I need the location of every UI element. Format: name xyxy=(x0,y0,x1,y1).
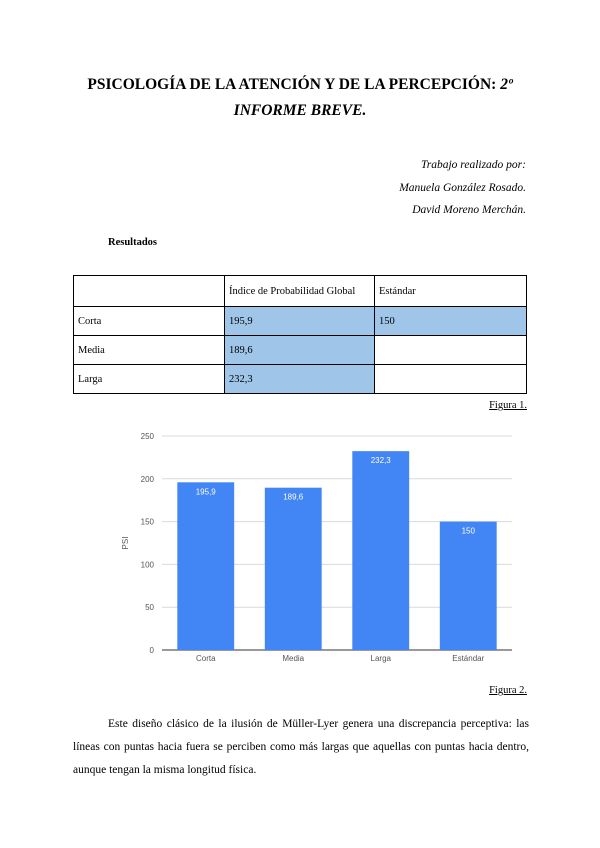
results-table xyxy=(73,275,527,394)
y-tick-label: 200 xyxy=(140,474,154,484)
y-tick-label: 100 xyxy=(140,560,154,570)
table-cell xyxy=(375,365,527,394)
x-tick-label: Estándar xyxy=(452,654,485,663)
bar xyxy=(265,488,322,650)
author-name: David Moreno Merchán. xyxy=(412,204,526,216)
x-tick-label: Corta xyxy=(195,654,216,663)
title-text: PSICOLOGÍA DE LA ATENCIÓN Y DE LA PERCEPCIÓN: xyxy=(87,76,501,93)
figure2-caption: Figura 2. xyxy=(489,685,527,696)
table-header-cell xyxy=(74,276,225,307)
table-cell: Media xyxy=(74,336,225,365)
results-heading: Resultados xyxy=(108,237,158,248)
table-cell: 195,9 xyxy=(225,307,375,336)
table-cell: 189,6 xyxy=(225,336,375,365)
y-tick-label: 50 xyxy=(145,603,154,613)
table-cell: 232,3 xyxy=(225,365,375,394)
body-paragraph xyxy=(73,713,529,782)
table-cell: 150 xyxy=(375,307,527,336)
table-row xyxy=(74,307,527,336)
table-header-cell: Índice de Probabilidad Global xyxy=(225,276,375,307)
bar xyxy=(352,451,409,650)
table-row xyxy=(74,365,527,394)
paragraph-text: Este diseño clásico de la ilusión de Müller-Lyer genera una discrepancia perceptiva: las líneas con puntas hacia fuera se perciben como más largas que aquellas con puntas hacia dentro, aunque tengan la misma longitud física. xyxy=(73,718,529,776)
y-axis-label: PSI xyxy=(121,536,130,550)
data-label: 232,3 xyxy=(370,456,391,466)
table-header-cell: Estándar xyxy=(375,276,527,307)
y-tick-label: 250 xyxy=(140,432,154,441)
data-label: 189,6 xyxy=(283,492,304,502)
table-header-row xyxy=(74,276,527,307)
bar xyxy=(440,522,497,650)
table-cell xyxy=(375,336,527,365)
y-tick-label: 150 xyxy=(140,517,154,527)
data-label: 150 xyxy=(461,526,475,536)
y-tick-label: 0 xyxy=(149,646,154,655)
title-number: 2º xyxy=(500,76,513,93)
data-label: 195,9 xyxy=(195,487,216,497)
bar-chart xyxy=(100,420,520,665)
table-cell: Larga xyxy=(74,365,225,394)
document-title-line1 xyxy=(40,76,560,94)
x-tick-label: Media xyxy=(282,654,305,663)
table-row xyxy=(74,336,527,365)
document-title-line2: INFORME BREVE. xyxy=(233,102,367,119)
bar xyxy=(177,482,234,650)
x-tick-label: Larga xyxy=(370,654,391,663)
figure1-caption: Figura 1. xyxy=(489,400,527,411)
authors-block xyxy=(399,154,526,222)
table-cell: Corta xyxy=(74,307,225,336)
author-name: Manuela González Rosado. xyxy=(399,181,526,194)
authors-intro: Trabajo realizado por: xyxy=(420,159,526,171)
